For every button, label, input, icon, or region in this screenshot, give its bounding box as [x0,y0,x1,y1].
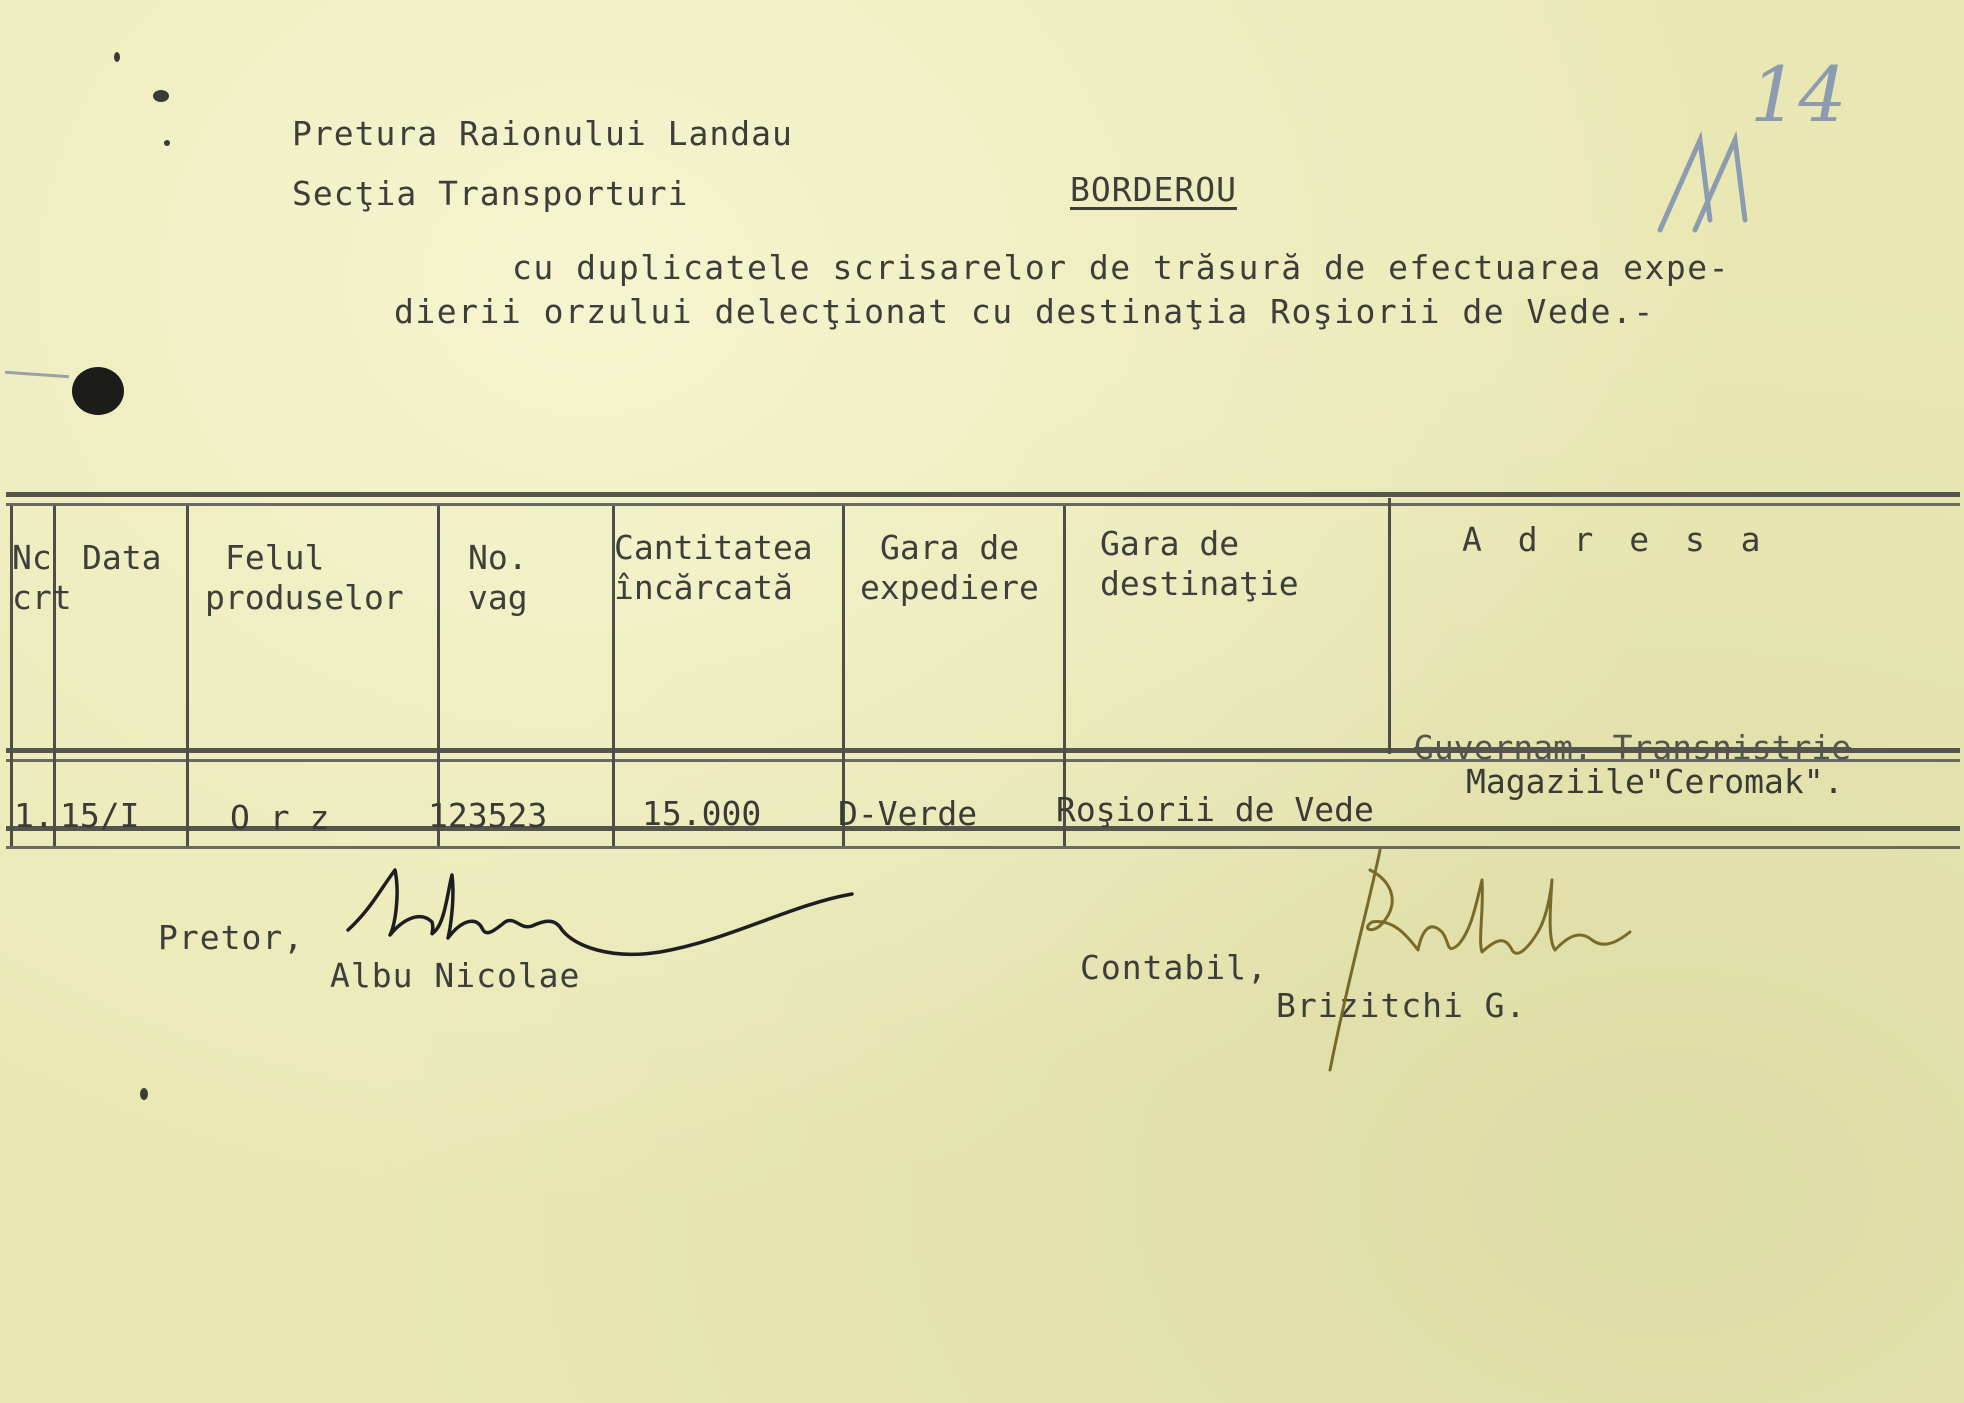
page-number-pencil-strikes [1640,100,1760,240]
table-top-rule [6,492,1960,497]
ink-speck [153,90,169,102]
header-gara-destinatie: Gara de destinaţie [1100,524,1299,603]
cell-adresa: Magaziile"Ceromak". [1466,762,1844,801]
column-separator [186,506,189,846]
pretor-signature [340,850,860,990]
punch-hole [72,367,124,415]
table-top-rule [6,503,1960,506]
subtitle-line-2: dierii orzului delecţionat cu destinaţia Roşiorii de Vede.- [394,292,1655,331]
cell-felul: O r z [230,798,330,837]
header-nr: Nc crt [12,538,72,617]
section-name: Secţia Transporturi [292,174,689,213]
cell-gara-expediere: D-Verde [838,794,978,833]
ink-speck [114,52,120,62]
header-data: Data [82,538,162,577]
institution-name: Pretura Raionului Landau [292,114,793,153]
document-title: BORDEROU [1070,170,1237,209]
table-bottom-rule [6,846,1960,849]
ink-speck [140,1088,148,1100]
header-cantitatea: Cantitatea încărcată [614,528,813,607]
contabil-signature [1300,840,1660,1080]
cell-gara-destinatie: Roşiorii de Vede [1056,790,1374,829]
pencil-mark [5,371,69,378]
cell-nr: 1. [14,796,54,835]
cell-data: 15/I [60,796,140,835]
cell-vag: 123523 [428,796,548,835]
ink-speck [164,140,170,146]
header-adresa: A d r e s a [1462,520,1769,559]
cell-adresa-struck: Guvernam. Transnistrie [1414,728,1852,767]
header-vag: No. vag [468,538,528,617]
contabil-label: Contabil, [1080,948,1268,987]
pretor-name: Albu Nicolae [330,956,581,995]
column-separator [437,506,440,846]
contabil-name: Brizitchi G. [1276,986,1527,1025]
subtitle-line-1: cu duplicatele scrisarelor de trăsură de efectuarea expe- [512,248,1730,287]
cell-cantitatea: 15.000 [642,794,762,833]
header-gara-expediere: Gara de expediere [860,528,1039,607]
column-separator [1388,498,1391,754]
page-number: 14 [1750,50,1847,139]
header-felul: Felul produselor [205,538,404,617]
pretor-label: Pretor, [158,918,305,957]
